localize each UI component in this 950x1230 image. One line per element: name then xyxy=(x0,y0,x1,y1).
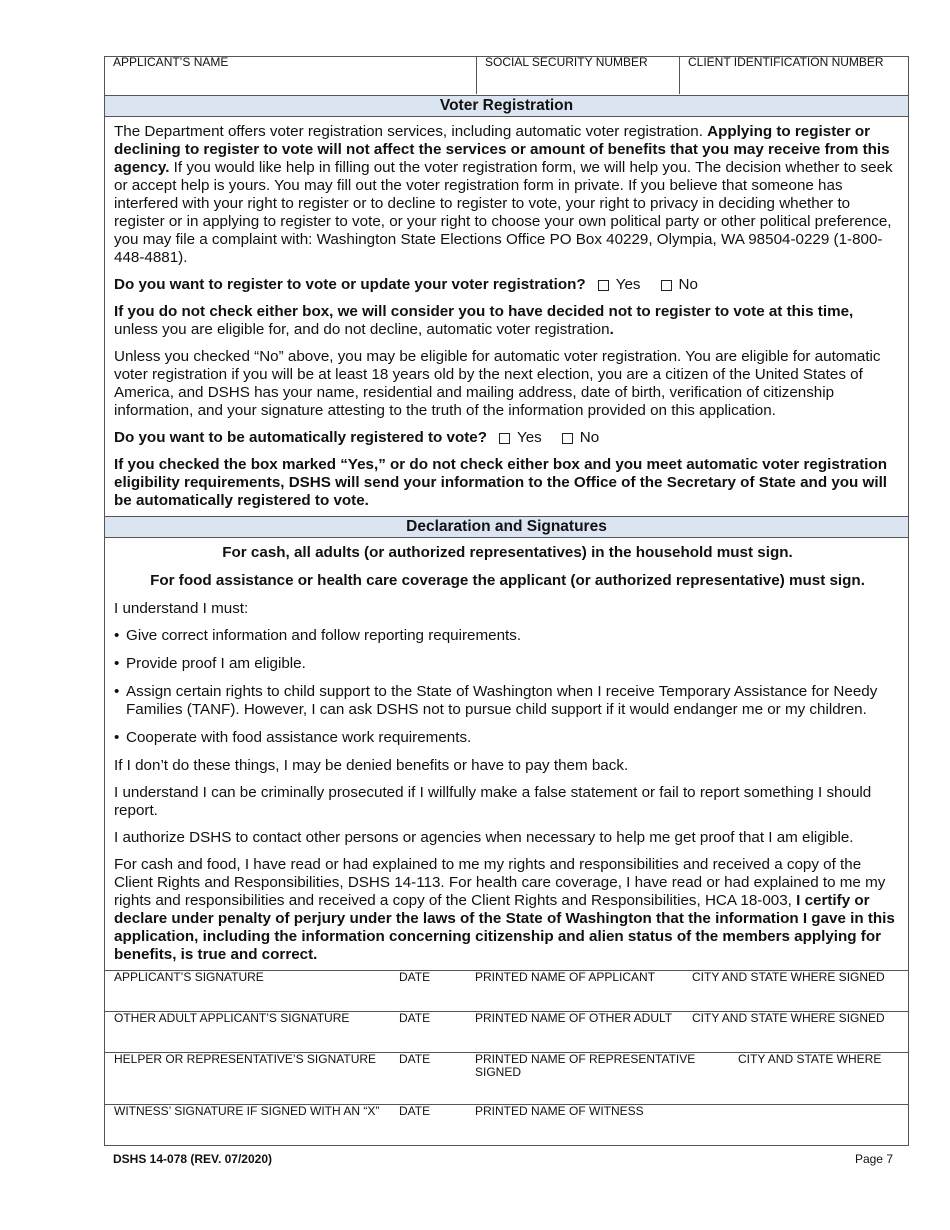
applicant-name-label: APPLICANT’S NAME xyxy=(113,56,229,69)
printed-name-field[interactable] xyxy=(475,1012,908,1052)
table-row xyxy=(105,1105,908,1145)
page-number: Page 7 xyxy=(854,1152,893,1166)
signature-table xyxy=(105,970,908,1145)
city-state-label: CITY AND STATE WHERE SIGNED xyxy=(692,1011,885,1025)
auto-no-label: No xyxy=(579,429,600,446)
list-item xyxy=(114,729,901,747)
rights-bold: I certify or declare under penalty of perjury under the laws of the State of Washington that the information I gave in this application, including the information concerning citizenship and alien status of the members applying for benefits, is true and correct. xyxy=(114,892,895,963)
auto-yes-label: Yes xyxy=(517,429,542,446)
auto-register-final-bold: If you checked the box marked “Yes,” or do not check either box and you meet automatic voter registration eligibility requirements, DSHS will send your information to the Office of the Secretary of State and you will be automatically registered to vote. xyxy=(114,456,888,509)
voter-registration-title: Voter Registration xyxy=(105,96,908,117)
auto-register-question xyxy=(114,429,901,447)
table-row xyxy=(105,971,908,1012)
date-label: DATE xyxy=(399,1052,431,1066)
helper-signature-field[interactable] xyxy=(105,1053,399,1104)
no-check-note xyxy=(114,303,901,339)
bullet-icon: • xyxy=(114,683,120,700)
date-label: DATE xyxy=(399,1011,431,1025)
ssn-label: SOCIAL SECURITY NUMBER xyxy=(485,56,648,69)
declaration-section xyxy=(105,538,908,970)
applicant-signature-field[interactable] xyxy=(105,971,399,1011)
list-item xyxy=(114,627,901,645)
authorize-line: I authorize DSHS to contact other persons or agencies when necessary to help me get proof that I am eligible. xyxy=(114,829,854,846)
no-check-note-plain: unless you are eligible for, and do not decline, automatic voter registration xyxy=(114,321,610,338)
voter-registration-section xyxy=(105,117,908,516)
form-number: DSHS 14-078 (REV. 07/2020) xyxy=(113,1152,272,1166)
bullet-icon: • xyxy=(114,627,120,644)
register-yes-checkbox[interactable] xyxy=(598,280,609,291)
register-no-checkbox[interactable] xyxy=(661,280,672,291)
client-id-label: CLIENT IDENTIFICATION NUMBER xyxy=(688,56,884,69)
prosecuted-line: I understand I can be criminally prosecuted if I willfully make a false statement or fail to report something I should report. xyxy=(114,784,872,819)
voter-intro-bold: Applying to register or declining to register to vote will not affect the services or amount of benefits that you may receive from this agency. xyxy=(114,123,890,176)
auto-register-final xyxy=(114,456,901,510)
printed-name-label: PRINTED NAME OF OTHER ADULT xyxy=(475,1011,673,1025)
printed-name-label: PRINTED NAME OF WITNESS xyxy=(475,1104,644,1118)
no-check-note-bold: If you do not check either box, we will consider you to have decided not to register to vote at this time, xyxy=(114,303,854,320)
ssn-field[interactable] xyxy=(477,56,680,94)
witness-signature-field[interactable] xyxy=(105,1105,399,1145)
signature-label: OTHER ADULT APPLICANT’S SIGNATURE xyxy=(114,1011,350,1025)
register-no-label: No xyxy=(678,276,698,293)
printed-name-field[interactable] xyxy=(475,1053,908,1104)
bullet-icon: • xyxy=(114,729,120,746)
rights-paragraph xyxy=(114,856,901,964)
register-question xyxy=(114,276,901,294)
voter-intro-plain: The Department offers voter registration services, including automatic voter registration. xyxy=(114,123,708,140)
denied-line: If I don’t do these things, I may be denied benefits or have to pay them back. xyxy=(114,757,629,774)
date-field[interactable] xyxy=(399,1012,475,1052)
register-yes-label: Yes xyxy=(615,276,641,293)
rights-plain: For cash and food, I have read or had explained to me my rights and responsibilities and received a copy of the Client Rights and Responsibilities, DSHS 14-113. For health care coverage, I have read or had explained to me my rights and responsibilities and received a copy of the Client Rights and Responsibilities, HCA 18-003, xyxy=(114,856,886,909)
client-id-field[interactable] xyxy=(680,56,908,94)
bullet-text: Cooperate with food assistance work requirements. xyxy=(126,729,472,746)
date-field[interactable] xyxy=(399,1105,475,1145)
understand-line: I understand I must: xyxy=(114,600,249,617)
printed-name-field[interactable] xyxy=(475,1105,908,1145)
signature-label: HELPER OR REPRESENTATIVE’S SIGNATURE xyxy=(114,1052,377,1066)
list-item xyxy=(114,655,901,673)
cash-sign-line: For cash, all adults (or authorized representatives) in the household must sign. xyxy=(222,544,793,561)
application-form xyxy=(104,56,909,1146)
printed-name-field[interactable] xyxy=(475,971,908,1011)
bullet-icon: • xyxy=(114,655,120,672)
bullet-text: Provide proof I am eligible. xyxy=(126,655,306,672)
auto-no-checkbox[interactable] xyxy=(562,433,573,444)
date-label: DATE xyxy=(399,970,431,984)
other-adult-signature-field[interactable] xyxy=(105,1012,399,1052)
auto-register-question-text: Do you want to be automatically registered to vote? xyxy=(114,429,487,446)
register-question-text: Do you want to register to vote or update your voter registration? xyxy=(114,276,586,293)
declaration-title: Declaration and Signatures xyxy=(105,516,908,538)
printed-name-label: PRINTED NAME OF REPRESENTATIVE xyxy=(475,1052,696,1066)
applicant-header-row xyxy=(105,57,908,96)
printed-name-label: PRINTED NAME OF APPLICANT xyxy=(475,970,656,984)
bullet-text: Assign certain rights to child support to the State of Washington when I receive Temporary Assistance for Needy Families (TANF). However, I can ask DSHS not to pursue child support if it would endanger me or my children. xyxy=(126,683,878,718)
signature-label: APPLICANT’S SIGNATURE xyxy=(114,970,264,984)
voter-intro-rest: If you would like help in filling out the voter registration form, we will help you. The decision whether to seek or accept help is yours. You may fill out the voter registration form in private. If you believe that someone has interfered with your right to register or to decline to register to vote, your right to privacy in deciding whether to register or in applying to register to vote, or your right to choose your own political party or other political preference, you may file a complaint with: Washington State Elections Office PO Box 40229, Olympia, WA 98504-0229 (1-800-448-4881). xyxy=(114,159,893,266)
food-sign-line: For food assistance or health care coverage the applicant (or authorized representative) must sign. xyxy=(150,572,865,589)
list-item xyxy=(114,683,901,719)
auto-yes-checkbox[interactable] xyxy=(499,433,510,444)
page-footer xyxy=(113,1152,893,1166)
signed-label: SIGNED xyxy=(475,1065,522,1079)
table-row xyxy=(105,1012,908,1053)
table-row xyxy=(105,1053,908,1105)
city-state-label: CITY AND STATE WHERE xyxy=(738,1052,882,1066)
date-field[interactable] xyxy=(399,1053,475,1104)
automatic-registration-text: Unless you checked “No” above, you may be eligible for automatic voter registration. You are eligible for automatic voter registration if you will be at least 18 years old by the next election, you are a citizen of the United States of America, and DSHS has your name, residential and mailing address, date of birth, verification of citizenship information, and your signature attesting to the truth of the information provided on this application. xyxy=(114,348,881,419)
date-label: DATE xyxy=(399,1104,431,1118)
city-state-label: CITY AND STATE WHERE SIGNED xyxy=(692,970,885,984)
voter-intro xyxy=(114,123,901,267)
signature-label: WITNESS’ SIGNATURE IF SIGNED WITH AN “X” xyxy=(114,1104,380,1118)
no-check-note-period: . xyxy=(609,321,614,338)
applicant-name-field[interactable] xyxy=(105,56,477,94)
bullet-text: Give correct information and follow reporting requirements. xyxy=(126,627,522,644)
date-field[interactable] xyxy=(399,971,475,1011)
